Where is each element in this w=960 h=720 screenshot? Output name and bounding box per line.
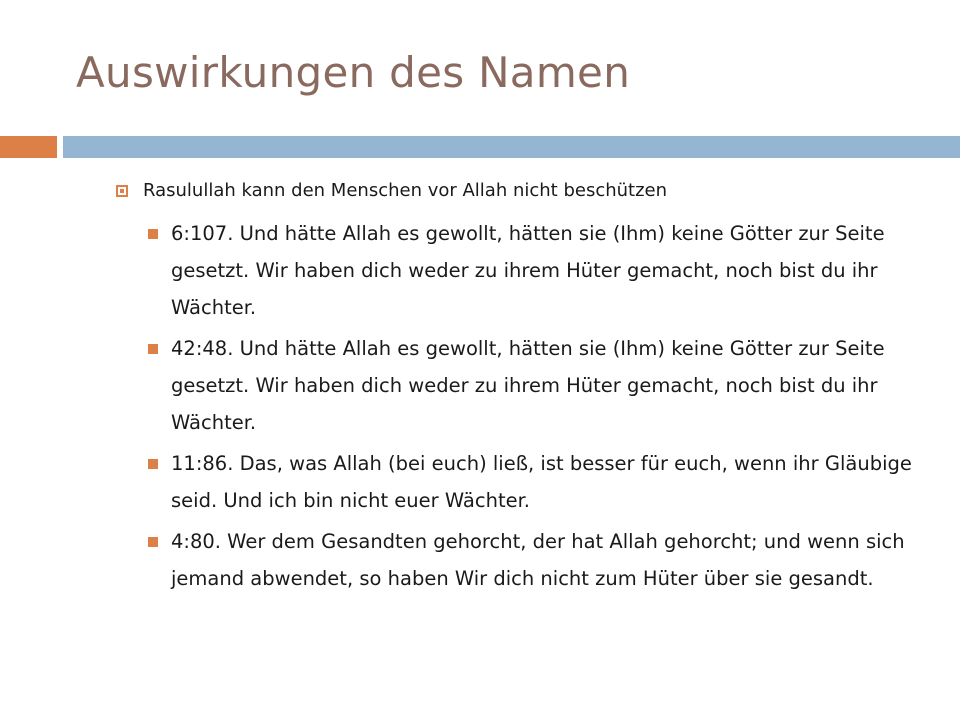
sub-bullet-list: [148, 215, 916, 597]
sub-bullet-item: [148, 215, 916, 326]
hollow-square-bullet-icon: [116, 185, 128, 197]
sub-bullet-item: [148, 445, 916, 519]
title-accent-bar-orange: [0, 136, 57, 158]
filled-square-bullet-icon: [148, 344, 158, 354]
sub-bullet-text: 6:107. Und hätte Allah es gewollt, hätten sie (Ihm) keine Götter zur Seite gesetzt. Wir haben dich weder zu ihrem Hüter gemacht, noch bist du ihr Wächter.: [171, 222, 885, 319]
sub-bullet-text: 11:86. Das, was Allah (bei euch) ließ, ist besser für euch, wenn ihr Gläubige seid. Und ich bin nicht euer Wächter.: [171, 452, 912, 512]
main-bullet-point: [116, 176, 916, 206]
filled-square-bullet-icon: [148, 229, 158, 239]
sub-bullet-text: 42:48. Und hätte Allah es gewollt, hätten sie (Ihm) keine Götter zur Seite gesetzt. Wir haben dich weder zu ihrem Hüter gemacht, noch bist du ihr Wächter.: [171, 337, 885, 434]
slide-body: [116, 176, 916, 601]
filled-square-bullet-icon: [148, 537, 158, 547]
title-accent-bar-blue: [63, 136, 960, 158]
sub-bullet-item: [148, 523, 916, 597]
sub-bullet-text: 4:80. Wer dem Gesandten gehorcht, der hat Allah gehorcht; und wenn sich jemand abwendet, so haben Wir dich nicht zum Hüter über sie gesandt.: [171, 530, 905, 590]
sub-bullet-item: [148, 330, 916, 441]
slide-title: Auswirkungen des Namen: [76, 48, 631, 97]
main-bullet-text: Rasulullah kann den Menschen vor Allah nicht beschützen: [143, 180, 668, 201]
filled-square-bullet-icon: [148, 459, 158, 469]
